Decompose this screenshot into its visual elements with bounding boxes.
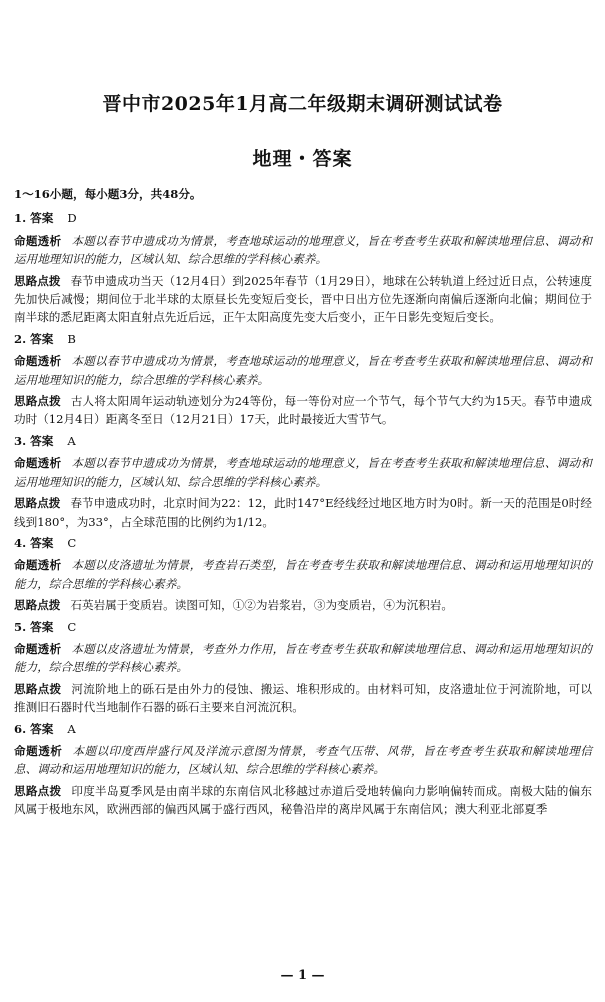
question-header [14, 534, 592, 552]
question-number: 3. 答案 [14, 433, 54, 448]
section-intro: 1～16小题，每小题3分，共48分。 [14, 187, 202, 201]
analysis-paragraph [14, 640, 592, 677]
question-1 [14, 209, 592, 326]
answer-content [14, 185, 592, 822]
question-3 [14, 432, 592, 531]
analysis-text: 本题以春节申遗成功为情景，考查地球运动的地理意义，旨在考查考生获取和解读地理信息、调动和运用地理知识的能力，综合思维的学科核心素养。 [14, 354, 592, 387]
analysis-label: 命题透析 [14, 354, 62, 369]
tips-label: 思路点拨 [14, 394, 61, 409]
analysis-label: 命题透析 [14, 233, 62, 248]
tips-paragraph [14, 680, 592, 717]
tips-text: 河流阶地上的砾石是由外力的侵蚀、搬运、堆积形成的。由材料可知，皮洛遗址位于河流阶地，可以推测旧石器时代当地制作石器的砾石主要来自河流沉积。 [14, 681, 592, 715]
analysis-paragraph [14, 556, 592, 593]
page-subtitle: 地理・答案 [252, 148, 353, 170]
tips-text: 春节申遗成功当天（12月4日）到2025年春节（1月29日），地球在公转轨道上经过近日点，公转速度先加快后减慢；期间位于北半球的太原昼长先变短后变长，晋中日出方位先逐渐向南偏后逐渐向北偏；期间位于南半球的悉尼距离太阳直射点先近后远，正午太阳高度先变大后变小，正午日影先变短后变长。 [14, 273, 592, 325]
tips-text: 古人将太阳周年运动轨迹划分为24等份，每一等份对应一个节气，每个节气大约为15天。春节申遗成功时（12月4日）距离冬至日（12月21日）17天，此时最接近大雪节气。 [14, 394, 592, 427]
question-answer: C [67, 619, 77, 634]
analysis-paragraph [14, 352, 592, 389]
tips-text: 春节申遗成功时，北京时间为22：12，此时147°E经线经过地区地方时为0时。新一天的范围是0时经线到180°，为33°，占全球范围的比例约为1/12。 [14, 496, 592, 529]
question-number: 1. 答案 [14, 211, 54, 226]
analysis-label: 命题透析 [14, 456, 62, 471]
question-header [14, 330, 592, 348]
question-number: 5. 答案 [14, 619, 54, 634]
tips-label: 思路点拨 [14, 598, 61, 613]
question-header [14, 618, 592, 636]
question-header [14, 209, 592, 227]
question-number: 4. 答案 [14, 535, 54, 550]
page-title: 晋中市2025年1月高二年级期末调研测试试卷 [102, 93, 503, 115]
tips-text: 石英岩属于变质岩。读图可知，①②为岩浆岩，③为变质岩，④为沉积岩。 [70, 598, 453, 613]
tips-label: 思路点拨 [14, 496, 61, 511]
question-answer: D [67, 211, 77, 226]
tips-paragraph [14, 782, 592, 819]
analysis-text: 本题以皮洛遗址为情景，考查外力作用，旨在考查考生获取和解读地理信息、调动和运用地理知识的能力，综合思维的学科核心素养。 [14, 641, 592, 675]
analysis-text: 本题以春节申遗成功为情景，考查地球运动的地理意义，旨在考查考生获取和解读地理信息、调动和运用地理知识的能力，区域认知、综合思维的学科核心素养。 [14, 456, 592, 489]
question-header [14, 432, 592, 450]
tips-paragraph [14, 272, 592, 327]
question-answer: C [67, 535, 77, 550]
tips-label: 思路点拨 [14, 783, 62, 798]
question-2 [14, 330, 592, 429]
question-answer: A [67, 433, 76, 448]
question-header [14, 720, 592, 738]
tips-paragraph [14, 494, 592, 531]
analysis-label: 命题透析 [14, 641, 62, 656]
tips-label: 思路点拨 [14, 681, 62, 696]
page-number: — 1 — [280, 968, 325, 983]
tips-text: 印度半岛夏季风是由南半球的东南信风北移越过赤道后受地转偏向力影响偏转而成。南极大陆的偏东风属于极地东风，欧洲西部的偏西风属于盛行西风，秘鲁沿岸的离岸风属于东南信风；澳大利亚北部夏季 [14, 783, 592, 817]
tips-paragraph [14, 596, 592, 614]
analysis-text: 本题以皮洛遗址为情景，考查岩石类型，旨在考查考生获取和解读地理信息、调动和运用地理知识的能力，综合思维的学科核心素养。 [14, 558, 592, 591]
question-4 [14, 534, 592, 615]
question-6 [14, 720, 592, 819]
analysis-label: 命题透析 [14, 558, 62, 573]
analysis-paragraph [14, 454, 592, 491]
analysis-text: 本题以春节申遗成功为情景，考查地球运动的地理意义，旨在考查考生获取和解读地理信息、调动和运用地理知识的能力，区域认知、综合思维的学科核心素养。 [14, 233, 592, 267]
question-answer: B [67, 331, 76, 346]
question-answer: A [67, 721, 76, 736]
tips-label: 思路点拨 [14, 273, 61, 288]
analysis-label: 命题透析 [14, 743, 63, 758]
analysis-text: 本题以印度西岸盛行风及洋流示意图为情景，考查气压带、风带，旨在考查考生获取和解读地理信息、调动和运用地理知识的能力，区域认知、综合思维的学科核心素养。 [14, 743, 592, 777]
analysis-paragraph [14, 232, 592, 269]
tips-paragraph [14, 392, 592, 429]
analysis-paragraph [14, 742, 592, 779]
question-number: 2. 答案 [14, 331, 54, 346]
question-5 [14, 618, 592, 717]
question-number: 6. 答案 [14, 721, 54, 736]
